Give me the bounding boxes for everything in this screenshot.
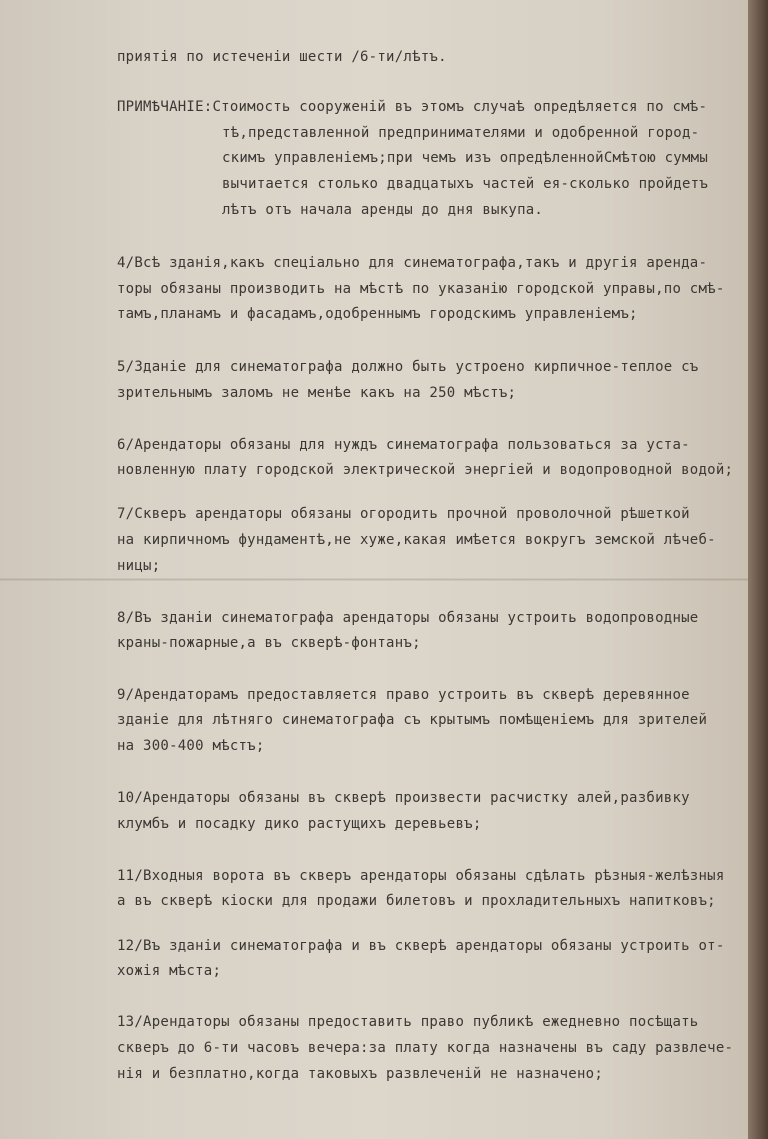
page-edge	[748, 0, 768, 1139]
text-line: 4/Всѣ зданія,какъ спеціально для синематографа,такъ и другія аренда-	[117, 255, 708, 271]
text-line: а въ скверѣ кіоски для продажи билетовъ и прохладительныхъ напитковъ;	[117, 893, 716, 909]
text-line: 5/Зданіе для синематографа должно быть устроено кирпичное-теплое съ	[117, 359, 699, 375]
text-line: скимъ управленіемъ;при чемъ изъ опредѣленнойСмѣтою суммы	[222, 150, 709, 166]
text-line: скверъ до 6-ти часовъ вечера:за плату когда назначены въ саду развлече-	[117, 1040, 734, 1056]
text-line: лѣтъ отъ начала аренды до дня выкупа.	[222, 202, 544, 218]
text-line: 7/Скверъ арендаторы обязаны огородить прочной проволочной рѣшеткой	[117, 506, 690, 522]
text-line: приятія по истеченіи шести /6-ти/лѣтъ.	[117, 49, 447, 65]
text-line: 8/Въ зданіи синематографа арендаторы обязаны устроить водопроводные	[117, 610, 699, 626]
text-line: ПРИМѢЧАНІЕ:Стоимость сооруженій въ этомъ случаѣ опредѣляется по смѣ-	[117, 99, 708, 115]
text-line: зданіе для лѣтняго синематографа съ крытымъ помѣщеніемъ для зрителей	[117, 712, 708, 728]
text-line: клумбъ и посадку дико растущихъ деревьевъ;	[117, 816, 482, 832]
text-line: 6/Арендаторы обязаны для нуждъ синематографа пользоваться за уста-	[117, 437, 690, 453]
text-line: ницы;	[117, 558, 161, 574]
text-line: 12/Въ зданіи синематографа и въ скверѣ арендаторы обязаны устроить от-	[117, 938, 725, 954]
text-line: краны-пожарные,а въ скверѣ-фонтанъ;	[117, 635, 421, 651]
text-line: тѣ,представленной предпринимателями и одобренной город-	[222, 125, 700, 141]
text-line: вычитается столько двадцатыхъ частей ея-сколько пройдетъ	[222, 176, 709, 192]
text-line: тамъ,планамъ и фасадамъ,одобреннымъ городскимъ управленіемъ;	[117, 306, 638, 322]
text-line: зрительнымъ заломъ не менѣе какъ на 250 мѣстъ;	[117, 385, 517, 401]
text-line: на 300-400 мѣстъ;	[117, 738, 265, 754]
text-line: 13/Арендаторы обязаны предоставить право публикѣ ежедневно посѣщать	[117, 1014, 699, 1030]
text-line: хожія мѣста;	[117, 963, 222, 979]
text-line: 9/Арендаторамъ предоставляется право устроить въ скверѣ деревянное	[117, 687, 690, 703]
text-line: 10/Арендаторы обязаны въ скверѣ произвести расчистку алей,разбивку	[117, 790, 690, 806]
text-line: нія и безплатно,когда таковыхъ развлеченій не назначено;	[117, 1066, 604, 1082]
text-line: новленную плату городской электрической энергіей и водопроводной водой;	[117, 462, 734, 478]
text-line: 11/Входныя ворота въ скверъ арендаторы обязаны сдѣлать рѣзныя-желѣзныя	[117, 868, 725, 884]
paper-fold	[0, 578, 752, 581]
text-line: торы обязаны производить на мѣстѣ по указанію городской управы,по смѣ-	[117, 281, 725, 297]
text-line: на кирпичномъ фундаментѣ,не хуже,какая имѣется вокругъ земской лѣчеб-	[117, 532, 716, 548]
